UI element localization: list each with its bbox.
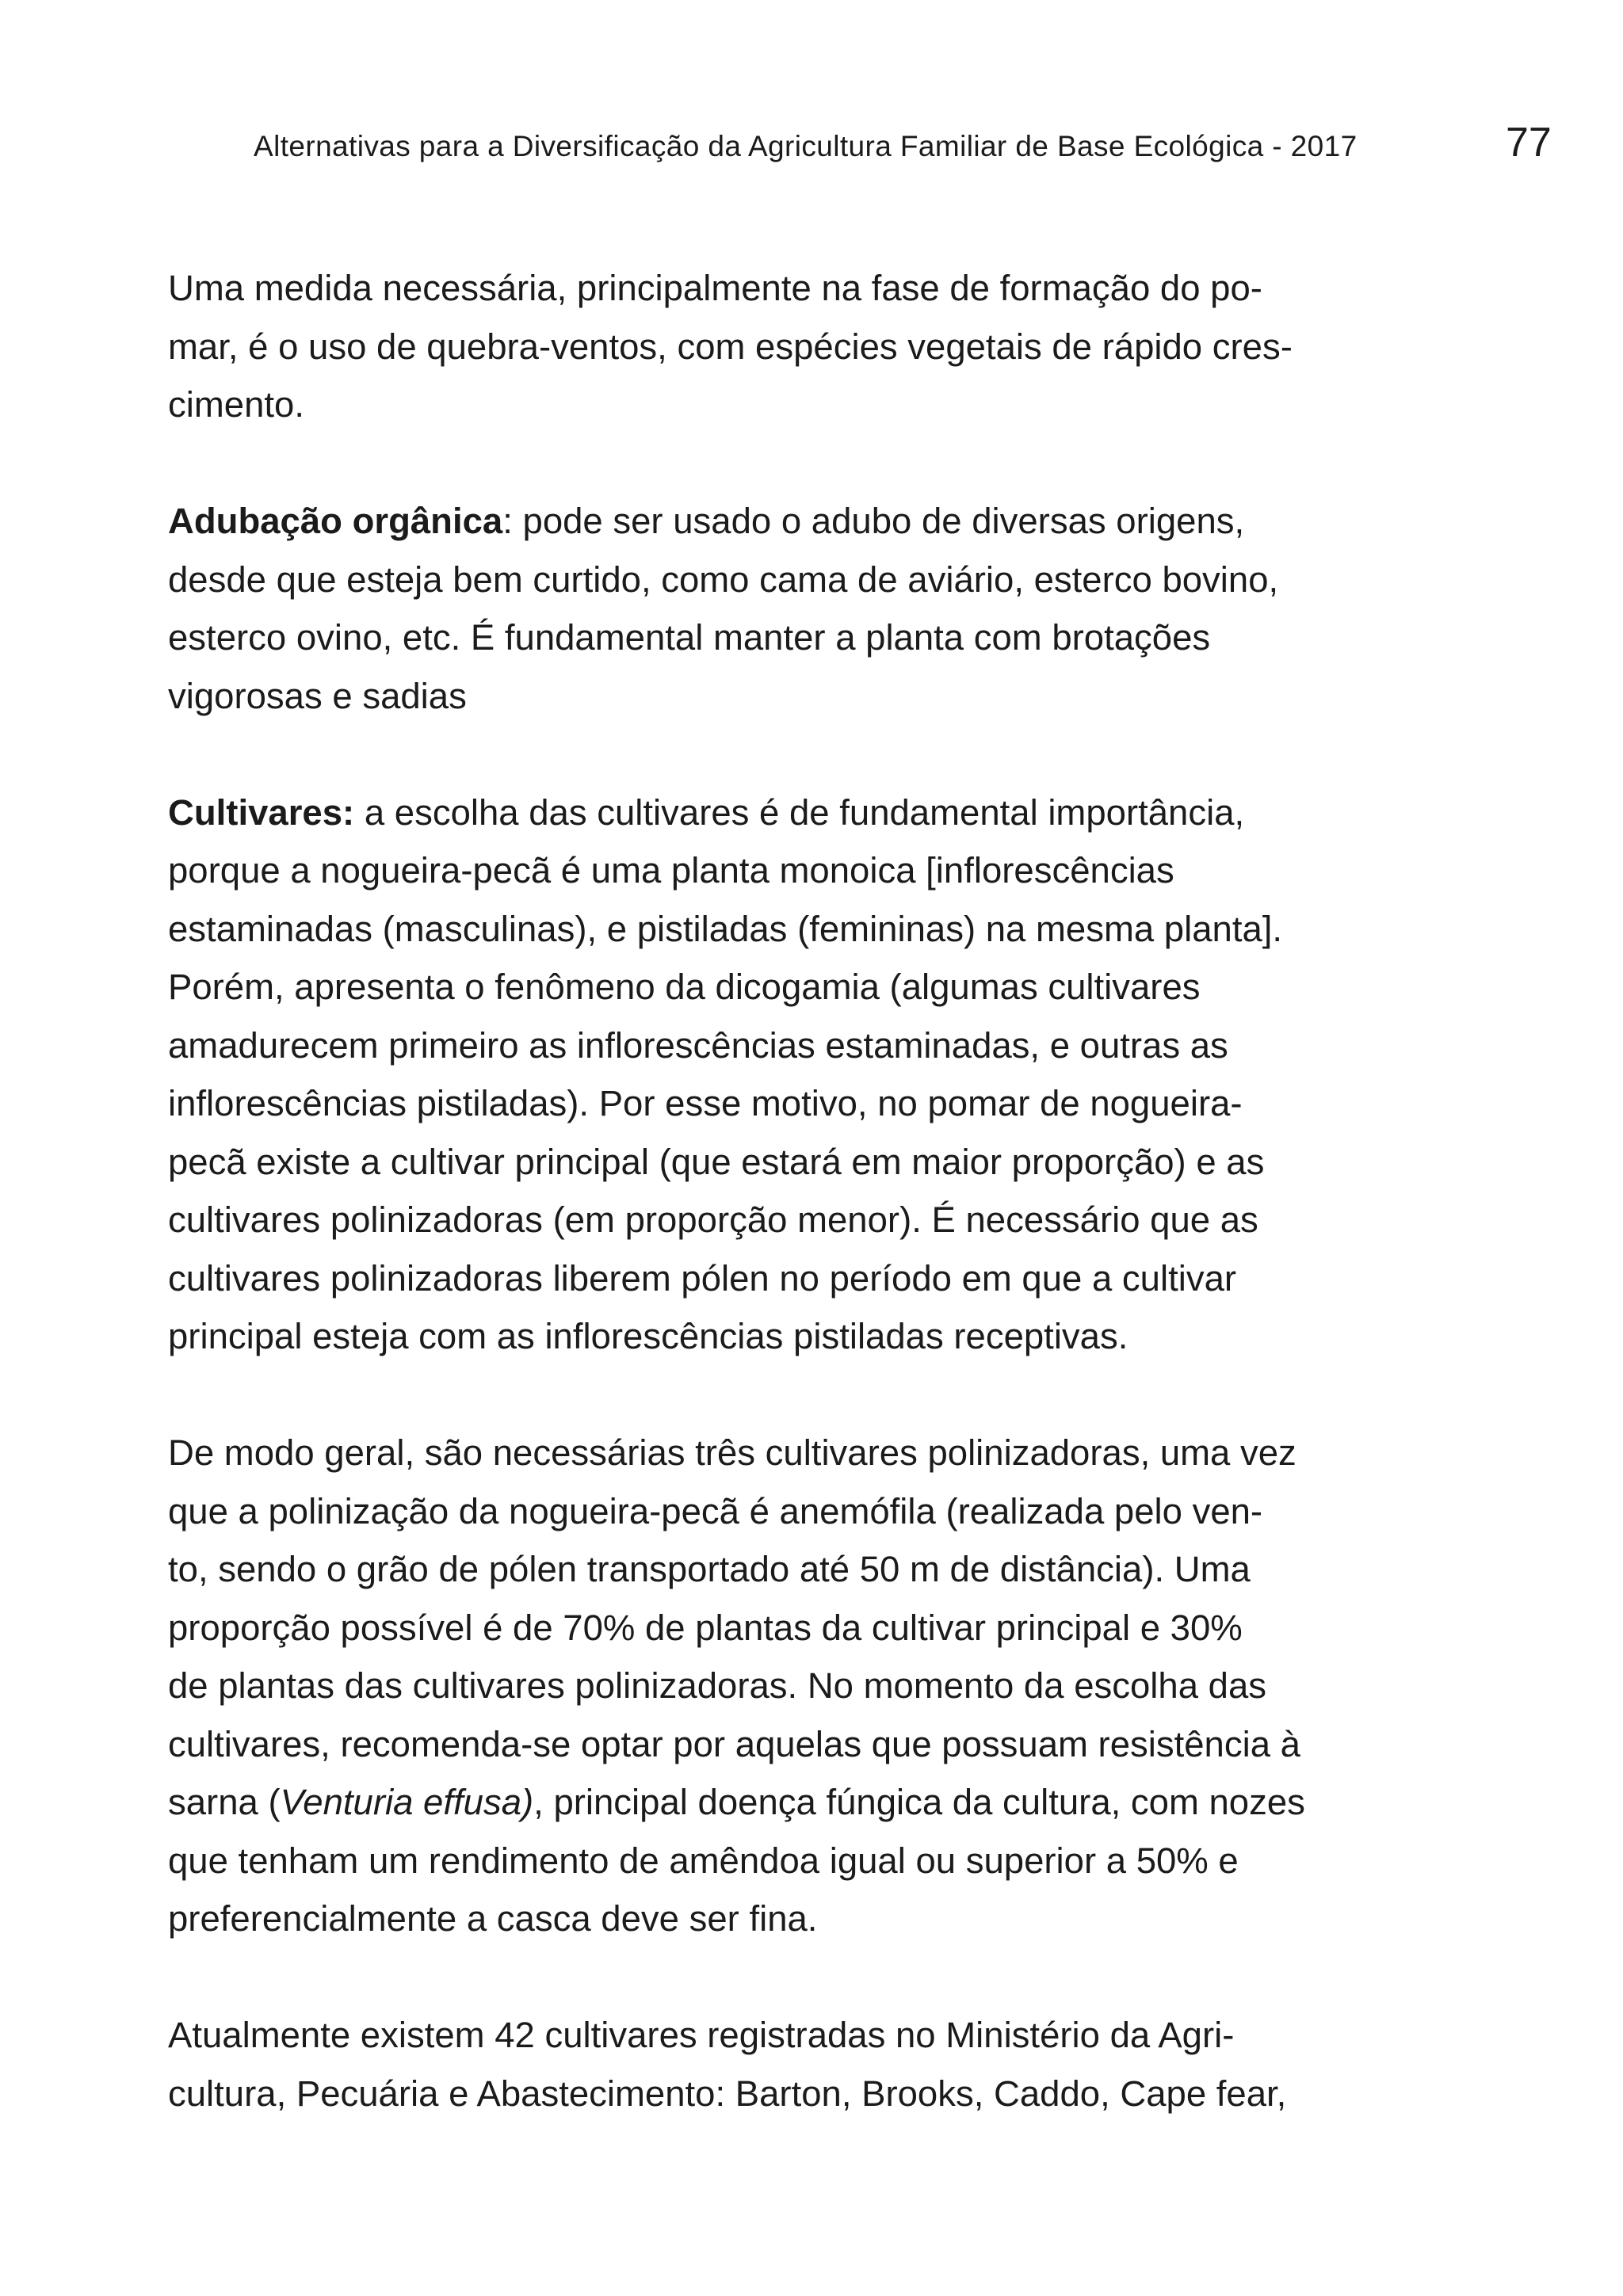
text-line (168, 492, 1476, 551)
paragraph-lead-term: Cultivares: (168, 791, 355, 833)
text-line: estaminadas (masculinas), e pistiladas (femininas) na mesma planta]. (168, 908, 1283, 949)
text-line: cultivares polinizadoras (em proporção menor). É necessário que as (168, 1199, 1258, 1240)
text-line: De modo geral, são necessárias três cultivares polinizadoras, uma vez (168, 1432, 1296, 1473)
text-line: cultivares, recomenda-se optar por aquelas que possuam resistência à (168, 1723, 1300, 1764)
text-run: sarna ( (168, 1782, 281, 1822)
text-line: porque a nogueira-pecã é uma planta monoica [inflorescências (168, 850, 1174, 891)
text-line: que a polinização da nogueira-pecã é anemófila (realizada pelo ven- (168, 1490, 1263, 1531)
text-line: Porém, apresenta o fenômeno da dicogamia (algumas cultivares (168, 967, 1201, 1007)
text-line: mar, é o uso de quebra-ventos, com espécies vegetais de rápido cres- (168, 326, 1293, 367)
text-line (168, 784, 1476, 842)
text-line: que tenham um rendimento de amêndoa igual ou superior a 50% e (168, 1840, 1239, 1881)
text-line: Atualmente existem 42 cultivares registradas no Ministério da Agri- (168, 2015, 1235, 2055)
text-line: pecã existe a cultivar principal (que estará em maior proporção) e as (168, 1141, 1265, 1182)
text-line: Uma medida necessária, principalmente na fase de formação do po- (168, 268, 1262, 308)
running-header: Alternativas para a Diversificação da Agricultura Familiar de Base Ecológica - 2017 (254, 130, 1358, 162)
text-line: esterco ovino, etc. É fundamental manter a planta com brotações (168, 617, 1211, 658)
text-line: cultivares polinizadoras liberem pólen no período em que a cultivar (168, 1257, 1237, 1299)
body-text (168, 259, 1476, 2181)
text-line (168, 1773, 1476, 1832)
text-line: cultura, Pecuária e Abastecimento: Barton, Brooks, Caddo, Cape fear, (168, 2073, 1287, 2114)
paragraph-windbreaks (168, 259, 1476, 434)
species-name: Venturia effusa) (280, 1782, 534, 1822)
text-line: amadurecem primeiro as inflorescências estaminadas, e outras as (168, 1024, 1228, 1066)
text-line: principal esteja com as inflorescências pistiladas receptivas. (168, 1316, 1128, 1356)
paragraph-registered-cultivars (168, 2006, 1476, 2122)
paragraph-lead-term: Adubação orgânica (168, 501, 503, 541)
text-line: proporção possível é de 70% de plantas da cultivar principal e 30% (168, 1607, 1243, 1648)
text-run: a escolha das cultivares é de fundamental importância, (354, 791, 1245, 833)
page-number: 77 (1506, 120, 1552, 166)
paragraph-pollinators (168, 1424, 1476, 1948)
text-line: cimento. (168, 384, 304, 425)
text-run: , principal doença fúngica da cultura, com nozes (533, 1782, 1305, 1822)
text-line: inflorescências pistiladas). Por esse motivo, no pomar de nogueira- (168, 1083, 1243, 1123)
text-line: to, sendo o grão de pólen transportado até 50 m de distância). Uma (168, 1549, 1251, 1589)
text-run: : pode ser usado o adubo de diversas origens, (502, 501, 1245, 541)
paragraph-organic-fertilization (168, 492, 1476, 725)
text-line: desde que esteja bem curtido, como cama de aviário, esterco bovino, (168, 559, 1279, 600)
text-line: vigorosas e sadias (168, 675, 467, 716)
paragraph-cultivars (168, 784, 1476, 1366)
text-line: preferencialmente a casca deve ser fina. (168, 1898, 818, 1939)
text-line: de plantas das cultivares polinizadoras. No momento da escolha das (168, 1665, 1267, 1706)
